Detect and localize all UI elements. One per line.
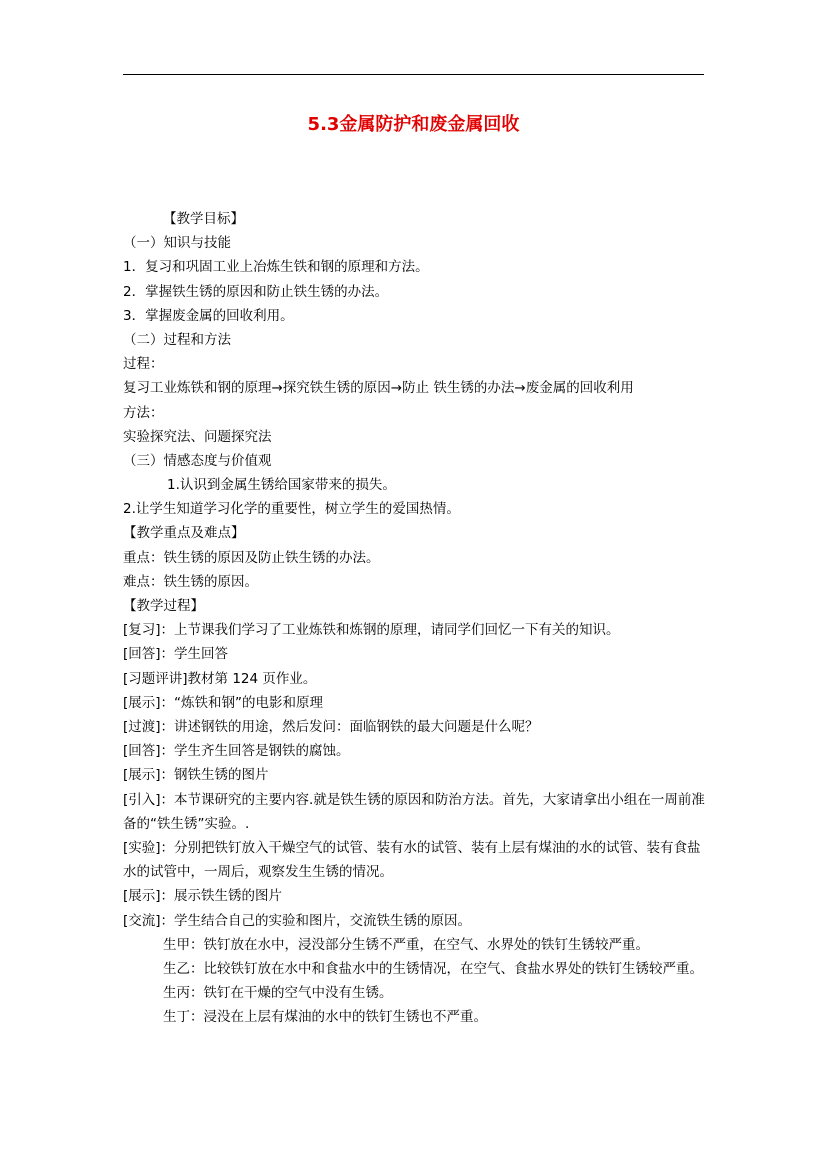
document-title: 5.3金属防护和废金属回收 <box>307 114 520 135</box>
list-item: 3．掌握废金属的回收利用。 <box>123 307 294 324</box>
document-body <box>123 207 705 1029</box>
subsection-attitudes-values: （三）情感态度与价值观 <box>123 452 272 469</box>
student-response: 生丁：浸没在上层有煤油的水中的铁钉生锈也不严重。 <box>163 1009 487 1026</box>
student-response: 生甲：铁钉放在水中，浸没部分生锈不严重，在空气、水界处的铁钉生锈较严重。 <box>163 936 649 953</box>
paragraph: 复习工业炼铁和钢的原理→探究铁生锈的原因→防止 铁生锈的办法→废金属的回收利用 <box>123 380 634 397</box>
student-response: 生乙：比较铁钉放在水中和食盐水中的生锈情况，在空气、食盐水界处的铁钉生锈较严重。 <box>163 960 703 977</box>
subsection-process-methods: （二）过程和方法 <box>123 331 231 348</box>
paragraph-label: 方法： <box>123 404 164 421</box>
list-item: 1.认识到金属生锈给国家带来的损失。 <box>167 477 396 494</box>
paragraph: [回答]：学生齐生回答是钢铁的腐蚀。 <box>123 743 350 760</box>
paragraph: [习题评讲]教材第 124 页作业。 <box>123 670 317 687</box>
paragraph: 实验探究法、问题探究法 <box>123 428 272 445</box>
paragraph: [展示]：展示铁生锈的图片 <box>123 888 283 905</box>
section-heading-process: 【教学过程】 <box>123 598 204 614</box>
paragraph: [回答]：学生回答 <box>123 646 229 663</box>
student-response: 生丙：铁钉在干燥的空气中没有生锈。 <box>163 985 393 1002</box>
list-item: 1．复习和巩固工业上冶炼生铁和钢的原理和方法。 <box>123 259 429 276</box>
paragraph-label: 过程： <box>123 356 164 373</box>
paragraph: [实验]：分别把铁钉放入干燥空气的试管、装有水的试管、装有上层有煤油的水的试管、装有食盐水的试管中，一周后，观察发生生锈的情况。 <box>123 839 701 881</box>
paragraph: [交流]：学生结合自己的实验和图片，交流铁生锈的原因。 <box>123 912 472 929</box>
paragraph: 重点：铁生锈的原因及防止铁生锈的办法。 <box>123 549 380 566</box>
paragraph: [展示]：“炼铁和钢”的电影和原理 <box>123 694 324 711</box>
section-heading-objectives: 【教学目标】 <box>163 211 244 227</box>
list-item: 2．掌握铁生锈的原因和防止铁生锈的办法。 <box>123 283 389 300</box>
paragraph: 难点：铁生锈的原因。 <box>123 573 258 590</box>
header-rule <box>123 74 704 75</box>
paragraph: [过渡]：讲述钢铁的用途，然后发问：面临钢铁的最大问题是什么呢？ <box>123 718 539 735</box>
paragraph: [复习]：上节课我们学习了工业炼铁和炼钢的原理，请同学们回忆一下有关的知识。 <box>123 622 620 639</box>
paragraph: [引入]：本节课研究的主要内容.就是铁生锈的原因和防治方法。首先，大家请拿出小组在一周前准备的“铁生锈”实验。. <box>123 791 705 832</box>
list-item: 2.让学生知道学习化学的重要性，树立学生的爱国热情。 <box>123 501 460 518</box>
paragraph: [展示]：钢铁生锈的图片 <box>123 767 269 784</box>
section-heading-key-points: 【教学重点及难点】 <box>123 525 245 542</box>
subsection-knowledge-skills: （一）知识与技能 <box>123 235 231 252</box>
